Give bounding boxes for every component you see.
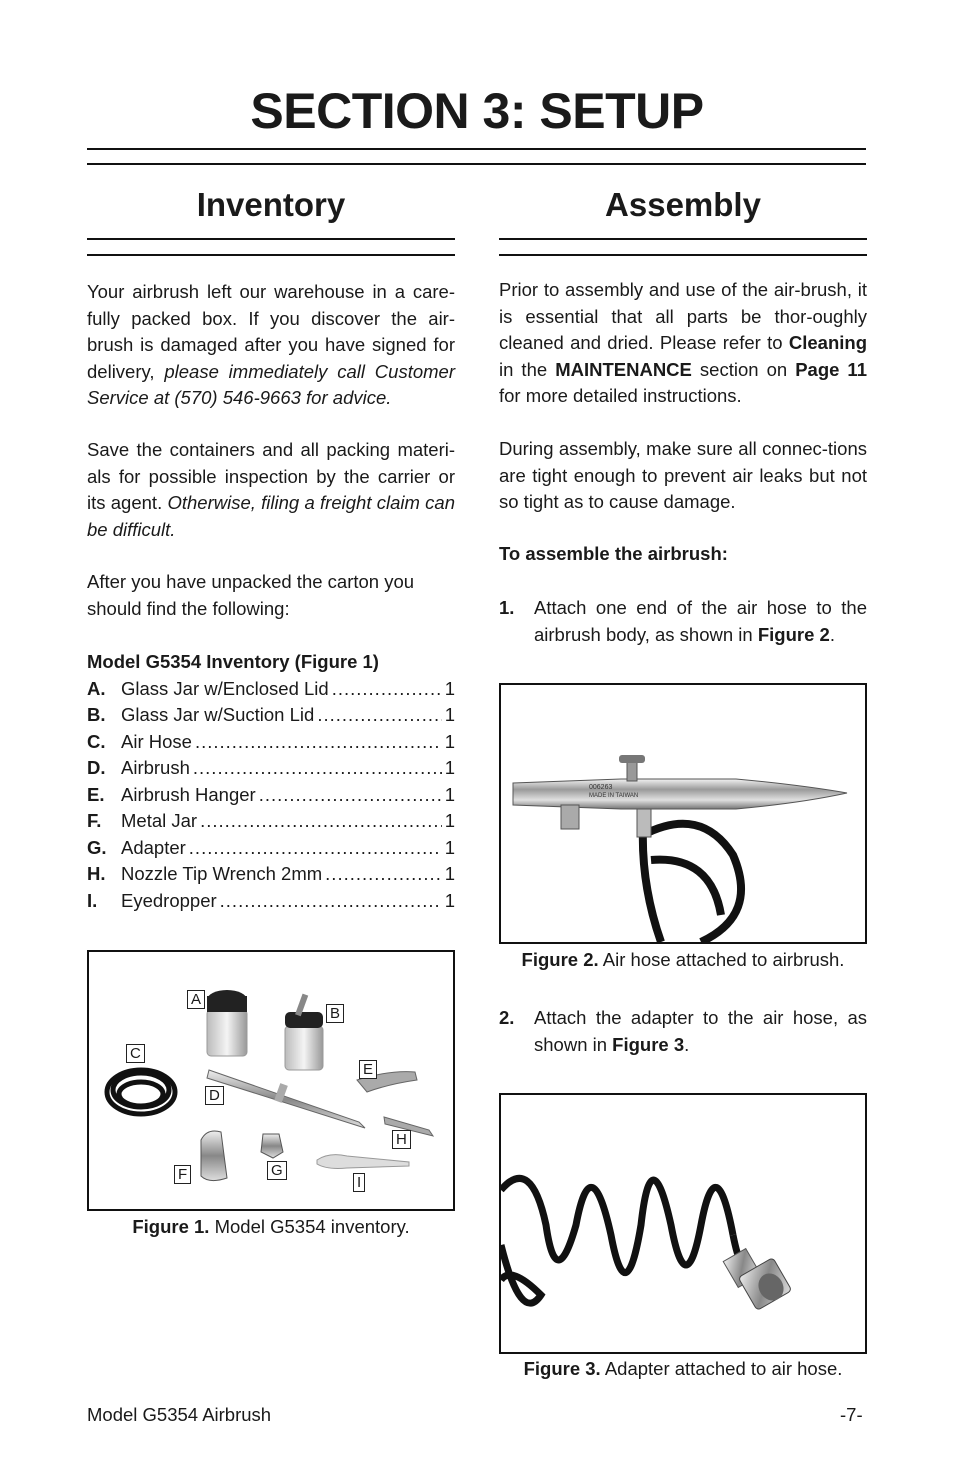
leader-dots <box>193 755 442 782</box>
leader-dots <box>189 835 442 862</box>
inventory-p2-text: Save the containers and all packing materi-als for possible inspection by the carrier or its agent. <box>87 439 455 513</box>
inventory-item-qty: 1 <box>444 836 455 858</box>
figure-3-caption-bold: Figure 3. <box>523 1358 601 1379</box>
leader-dots <box>317 702 441 729</box>
figure-3-image <box>501 1095 865 1352</box>
airbrush-engraving-code: 006263 <box>589 784 613 791</box>
page-title: SECTION 3: SETUP <box>250 83 704 139</box>
inventory-item-qty: 1 <box>444 783 455 805</box>
leader-dots <box>200 808 442 835</box>
figure-1-label-e: E <box>359 1060 377 1079</box>
step-2-figure-ref: Figure 3 <box>612 1033 685 1055</box>
assembly-rule-bottom <box>499 254 867 256</box>
figure-2-box <box>499 683 867 944</box>
inventory-paragraph-3 <box>87 569 447 622</box>
inventory-item-letter: A. <box>87 677 106 699</box>
inventory-item-letter: D. <box>87 757 106 778</box>
assembly-p1-text: Prior to assembly and use of the air-brush, it is essential that all parts be thor-oughly cleaned and dried. Please refer to <box>499 279 867 353</box>
title-rule-bottom <box>87 163 866 165</box>
inventory-p3-text: After you have unpacked the carton you should find the following: <box>87 571 415 619</box>
figure-1-label-f: F <box>174 1165 191 1184</box>
step-1-body: Attach one end of the air hose to the airbrush body, as shown in <box>534 597 867 645</box>
step-1 <box>499 595 867 648</box>
assembly-subhead-text: To assemble the airbrush: <box>499 543 728 564</box>
title-rule-top <box>87 148 866 150</box>
figure-1-label-i: I <box>353 1173 365 1192</box>
maintenance-ref: MAINTENANCE <box>555 358 692 380</box>
inventory-item-letter: F. <box>87 810 102 831</box>
inventory-item <box>87 676 455 703</box>
figure-3-caption <box>499 1358 867 1380</box>
figure-2-image <box>501 685 865 942</box>
inventory-item-name: Airbrush Hanger <box>121 783 256 805</box>
cleaning-ref: Cleaning <box>788 332 867 353</box>
figure-1-caption-bold: Figure 1. <box>132 1216 210 1237</box>
inventory-item <box>87 861 455 888</box>
step-1-end: . <box>829 623 835 645</box>
footer-page-number: -7- <box>840 1404 863 1425</box>
inventory-item-letter: G. <box>87 836 107 858</box>
inventory-rule-top <box>87 238 455 240</box>
assembly-paragraph-2 <box>499 436 867 516</box>
inventory-item <box>87 835 455 862</box>
inventory-rule-bottom <box>87 254 455 256</box>
inventory-item-letter: H. <box>87 863 106 884</box>
adapter-item <box>261 1134 283 1158</box>
airbrush-engraving-origin: MADE IN TAIWAN <box>589 793 639 799</box>
figure-2-caption-bold: Figure 2. <box>521 949 599 970</box>
leader-dots <box>259 782 442 809</box>
inventory-rows <box>87 676 455 915</box>
figure-1-label-g: G <box>267 1161 287 1180</box>
inventory-item-qty: 1 <box>444 704 455 725</box>
figure-1-box <box>87 950 455 1211</box>
inventory-item <box>87 888 455 915</box>
figure-2-caption <box>499 949 867 971</box>
air-hose-coil <box>107 1070 175 1114</box>
assembly-paragraph-1 <box>499 277 867 410</box>
figure-1-label-h: H <box>392 1130 411 1149</box>
figure-1-label-a: A <box>187 990 205 1009</box>
leader-dots <box>220 888 442 915</box>
footer-model: Model G5354 Airbrush <box>87 1404 272 1425</box>
inventory-item-qty: 1 <box>444 863 455 884</box>
step-2-text <box>534 1005 867 1058</box>
inventory-paragraph-2 <box>87 437 455 543</box>
inventory-item-letter: I. <box>87 889 98 911</box>
inventory-item-name: Adapter <box>121 836 186 858</box>
step-2-number: 2. <box>499 1007 515 1028</box>
inventory-item-qty: 1 <box>444 730 455 752</box>
assembly-heading: Assembly <box>605 186 761 223</box>
inventory-item <box>87 702 455 729</box>
inventory-p2-italic: Otherwise, filing a freight claim can be difficult. <box>87 492 455 540</box>
adapter-fitting <box>723 1249 792 1311</box>
inventory-item-letter: E. <box>87 783 105 805</box>
figure-1-label-b: B <box>326 1004 344 1023</box>
figure-1-label-c: C <box>126 1044 145 1063</box>
figure-1-caption <box>87 1216 455 1238</box>
airbrush-item <box>207 1070 365 1128</box>
glass-jar-enclosed-lid <box>207 990 247 1056</box>
leader-dots <box>325 861 442 888</box>
inventory-item-name: Glass Jar w/Enclosed Lid <box>121 677 329 699</box>
inventory-item <box>87 729 455 756</box>
assembly-rule-top <box>499 238 867 240</box>
step-2 <box>499 1005 867 1058</box>
inventory-item-letter: B. <box>87 704 106 725</box>
airbrush-body <box>513 755 847 829</box>
eyedropper-item <box>317 1155 409 1169</box>
step-1-number: 1. <box>499 597 515 618</box>
page-ref: Page 11 <box>795 358 867 380</box>
assembly-p1-text-4: for more detailed instructions. <box>499 385 742 406</box>
assembly-p2-text: During assembly, make sure all connec-tions are tight enough to prevent air leaks but not so tight as to cause damage. <box>499 438 867 512</box>
hose-loop <box>643 824 741 942</box>
inventory-paragraph-1 <box>87 279 455 412</box>
step-2-body: Attach the adapter to the air hose, as shown in <box>534 1007 867 1055</box>
inventory-item-letter: C. <box>87 730 106 752</box>
inventory-list <box>87 649 455 914</box>
inventory-item <box>87 782 455 809</box>
inventory-item-name: Air Hose <box>121 730 192 752</box>
step-1-figure-ref: Figure 2 <box>757 623 830 645</box>
inventory-heading: Inventory <box>196 186 346 223</box>
step-2-end: . <box>684 1033 690 1055</box>
figure-1-label-d: D <box>205 1086 224 1105</box>
inventory-item-name: Metal Jar <box>121 810 198 831</box>
coiled-hose <box>501 1178 741 1303</box>
inventory-item-qty: 1 <box>444 810 455 831</box>
inventory-item-name: Glass Jar w/Suction Lid <box>121 704 315 725</box>
assembly-subhead <box>499 541 867 568</box>
inventory-item-name: Eyedropper <box>121 889 217 911</box>
figure-2-caption-text: Air hose attached to airbrush. <box>598 949 845 970</box>
inventory-p1-italic: please immediately call Customer Service at (570) 546-9663 for advice. <box>87 360 455 408</box>
assembly-p1-text-3: section on <box>691 358 796 380</box>
leader-dots <box>332 676 442 703</box>
inventory-item-qty: 1 <box>444 757 455 778</box>
inventory-item-qty: 1 <box>444 677 455 699</box>
step-1-text <box>534 595 867 648</box>
inventory-item-name: Nozzle Tip Wrench 2mm <box>121 863 323 884</box>
inventory-p1-text: Your airbrush left our warehouse in a care-fully packed box. If you discover the air-brush is damaged after you have signed for delivery, <box>87 281 455 382</box>
inventory-item-name: Airbrush <box>121 757 190 778</box>
metal-jar-item <box>201 1131 227 1181</box>
inventory-list-title: Model G5354 Inventory (Figure 1) <box>87 651 379 672</box>
figure-1-caption-text: Model G5354 inventory. <box>209 1216 410 1237</box>
figure-3-box <box>499 1093 867 1354</box>
inventory-item <box>87 755 455 782</box>
leader-dots <box>195 729 442 756</box>
assembly-p1-text-2: in the <box>499 358 556 380</box>
inventory-item <box>87 808 455 835</box>
inventory-item-qty: 1 <box>444 889 455 911</box>
figure-3-caption-text: Adapter attached to air hose. <box>600 1358 843 1379</box>
glass-jar-suction-lid <box>285 994 323 1070</box>
